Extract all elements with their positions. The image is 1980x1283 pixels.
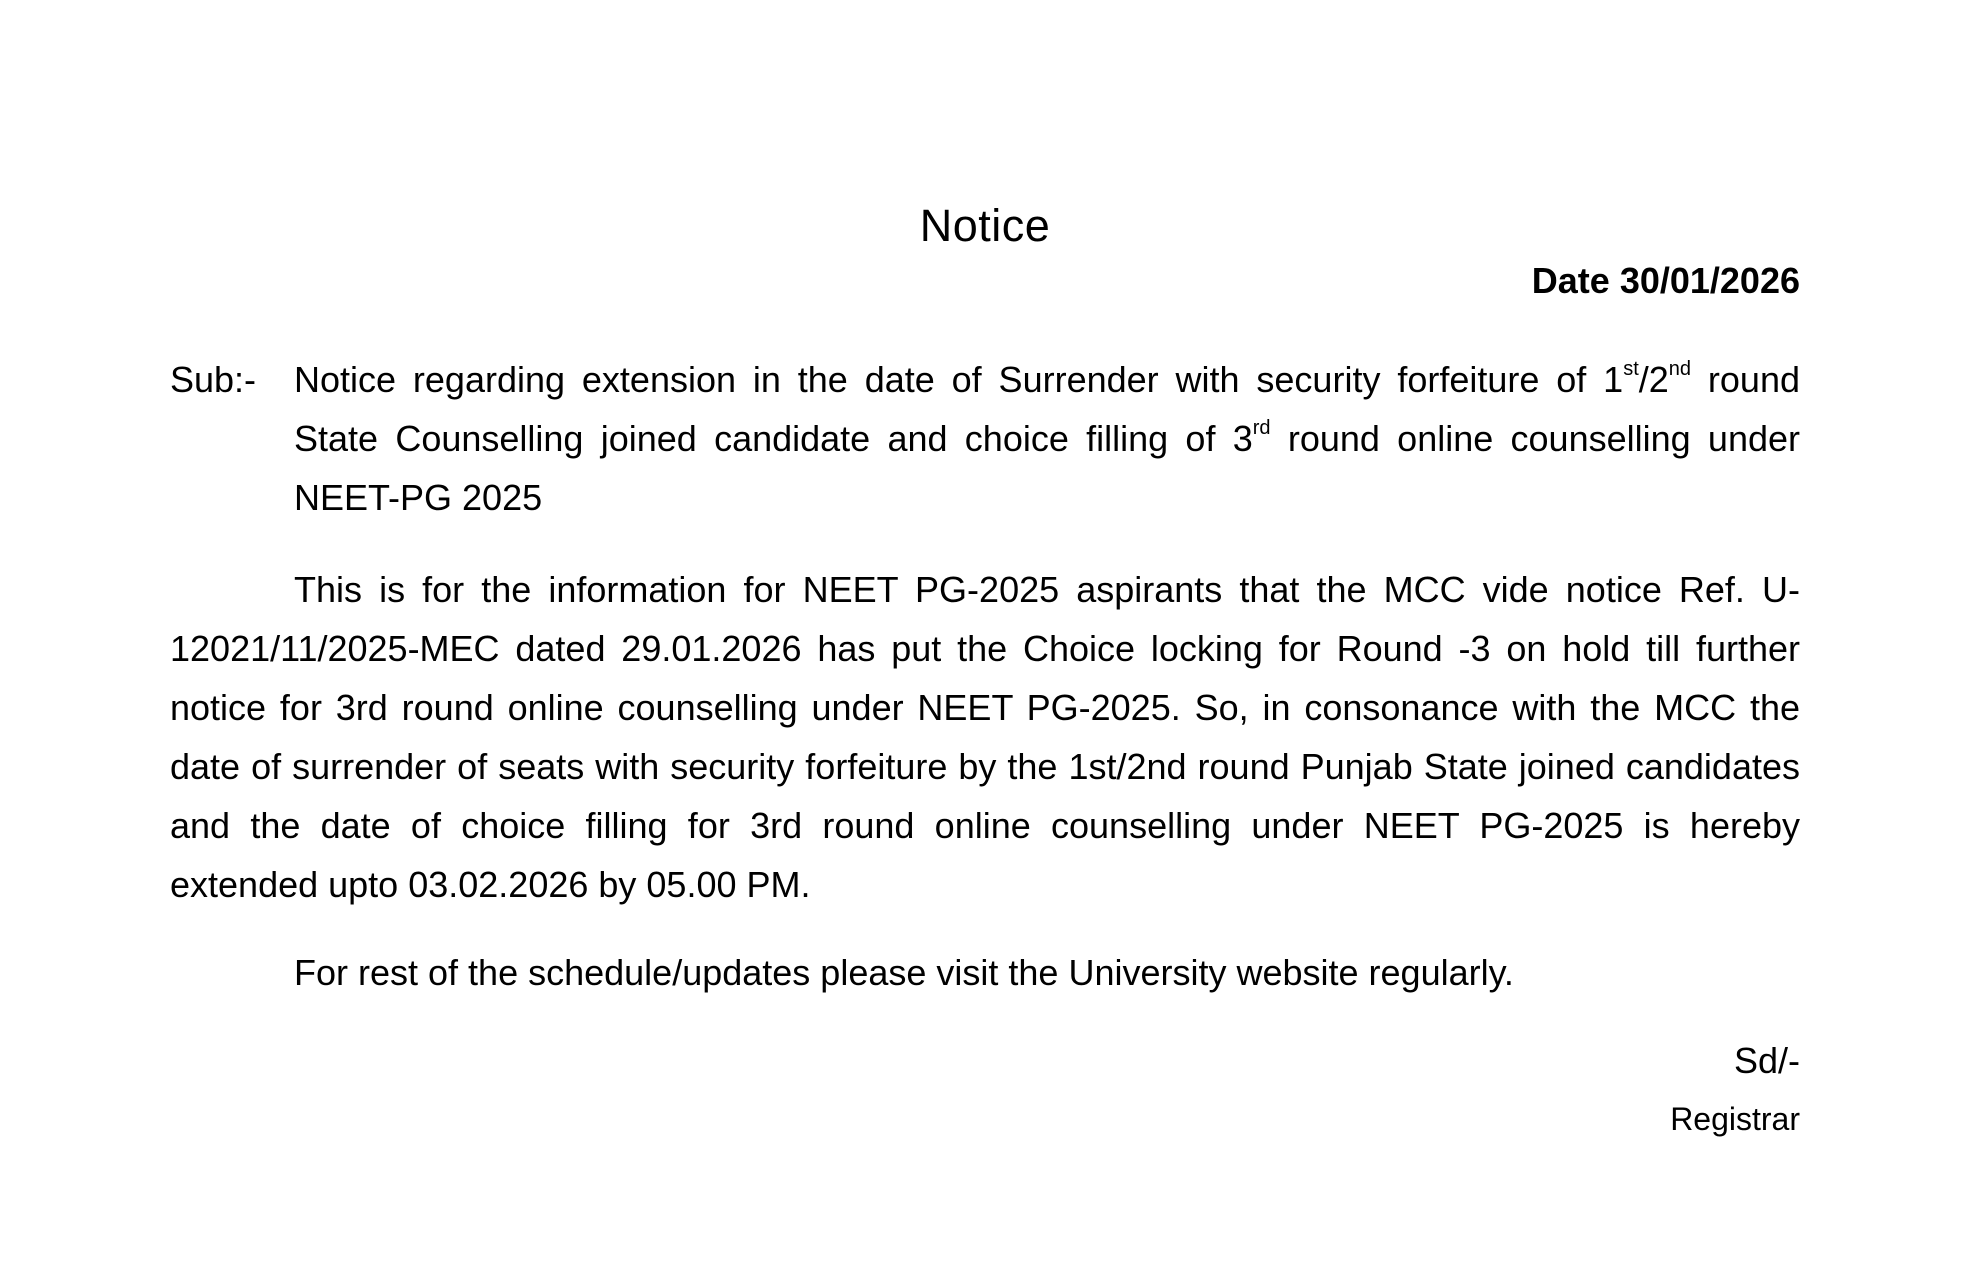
subject-sup-rd: rd xyxy=(1252,417,1271,439)
notice-subject xyxy=(170,350,1800,527)
notice-body-paragraph: This is for the information for NEET PG-2025 aspirants that the MCC vide notice Ref. U-12021/11/2025-MEC dated 29.01.2026 has put the Choice locking for Round -3 on hold till further notice for 3rd round online counselling under NEET PG-2025. So, in consonance with the MCC the date of surrender of seats with security forfeiture by the 1st/2nd round Punjab State joined candidates and the date of choice filling for 3rd round online counselling under NEET PG-2025 is hereby extended upto 03.02.2026 by 05.00 PM. xyxy=(170,569,1800,905)
subject-text-part4: round online counselling under NEET-PG 2025 xyxy=(294,418,1800,518)
subject-sup-st: st xyxy=(1623,358,1639,380)
subject-text-part2: /2 xyxy=(1638,359,1669,400)
notice-title: Notice xyxy=(919,200,1051,251)
signature-block xyxy=(1670,1038,1800,1142)
signature-sd: Sd/- xyxy=(1733,1040,1800,1081)
notice-closing-line: For rest of the schedule/updates please visit the University website regularly. xyxy=(294,952,1514,993)
subject-label: Sub:- xyxy=(170,359,257,400)
subject-text-part1: Notice regarding extension in the date of Surrender with security forfeiture of 1 xyxy=(294,359,1624,400)
signature-designation: Registrar xyxy=(1670,1101,1800,1137)
notice-date: Date 30/01/2026 xyxy=(1531,260,1800,301)
subject-text xyxy=(294,350,1800,527)
subject-text-part3: round State Counselling joined candidate and choice filling of 3 xyxy=(294,359,1800,459)
notice-page xyxy=(170,0,1800,1283)
subject-sup-nd: nd xyxy=(1668,358,1692,380)
